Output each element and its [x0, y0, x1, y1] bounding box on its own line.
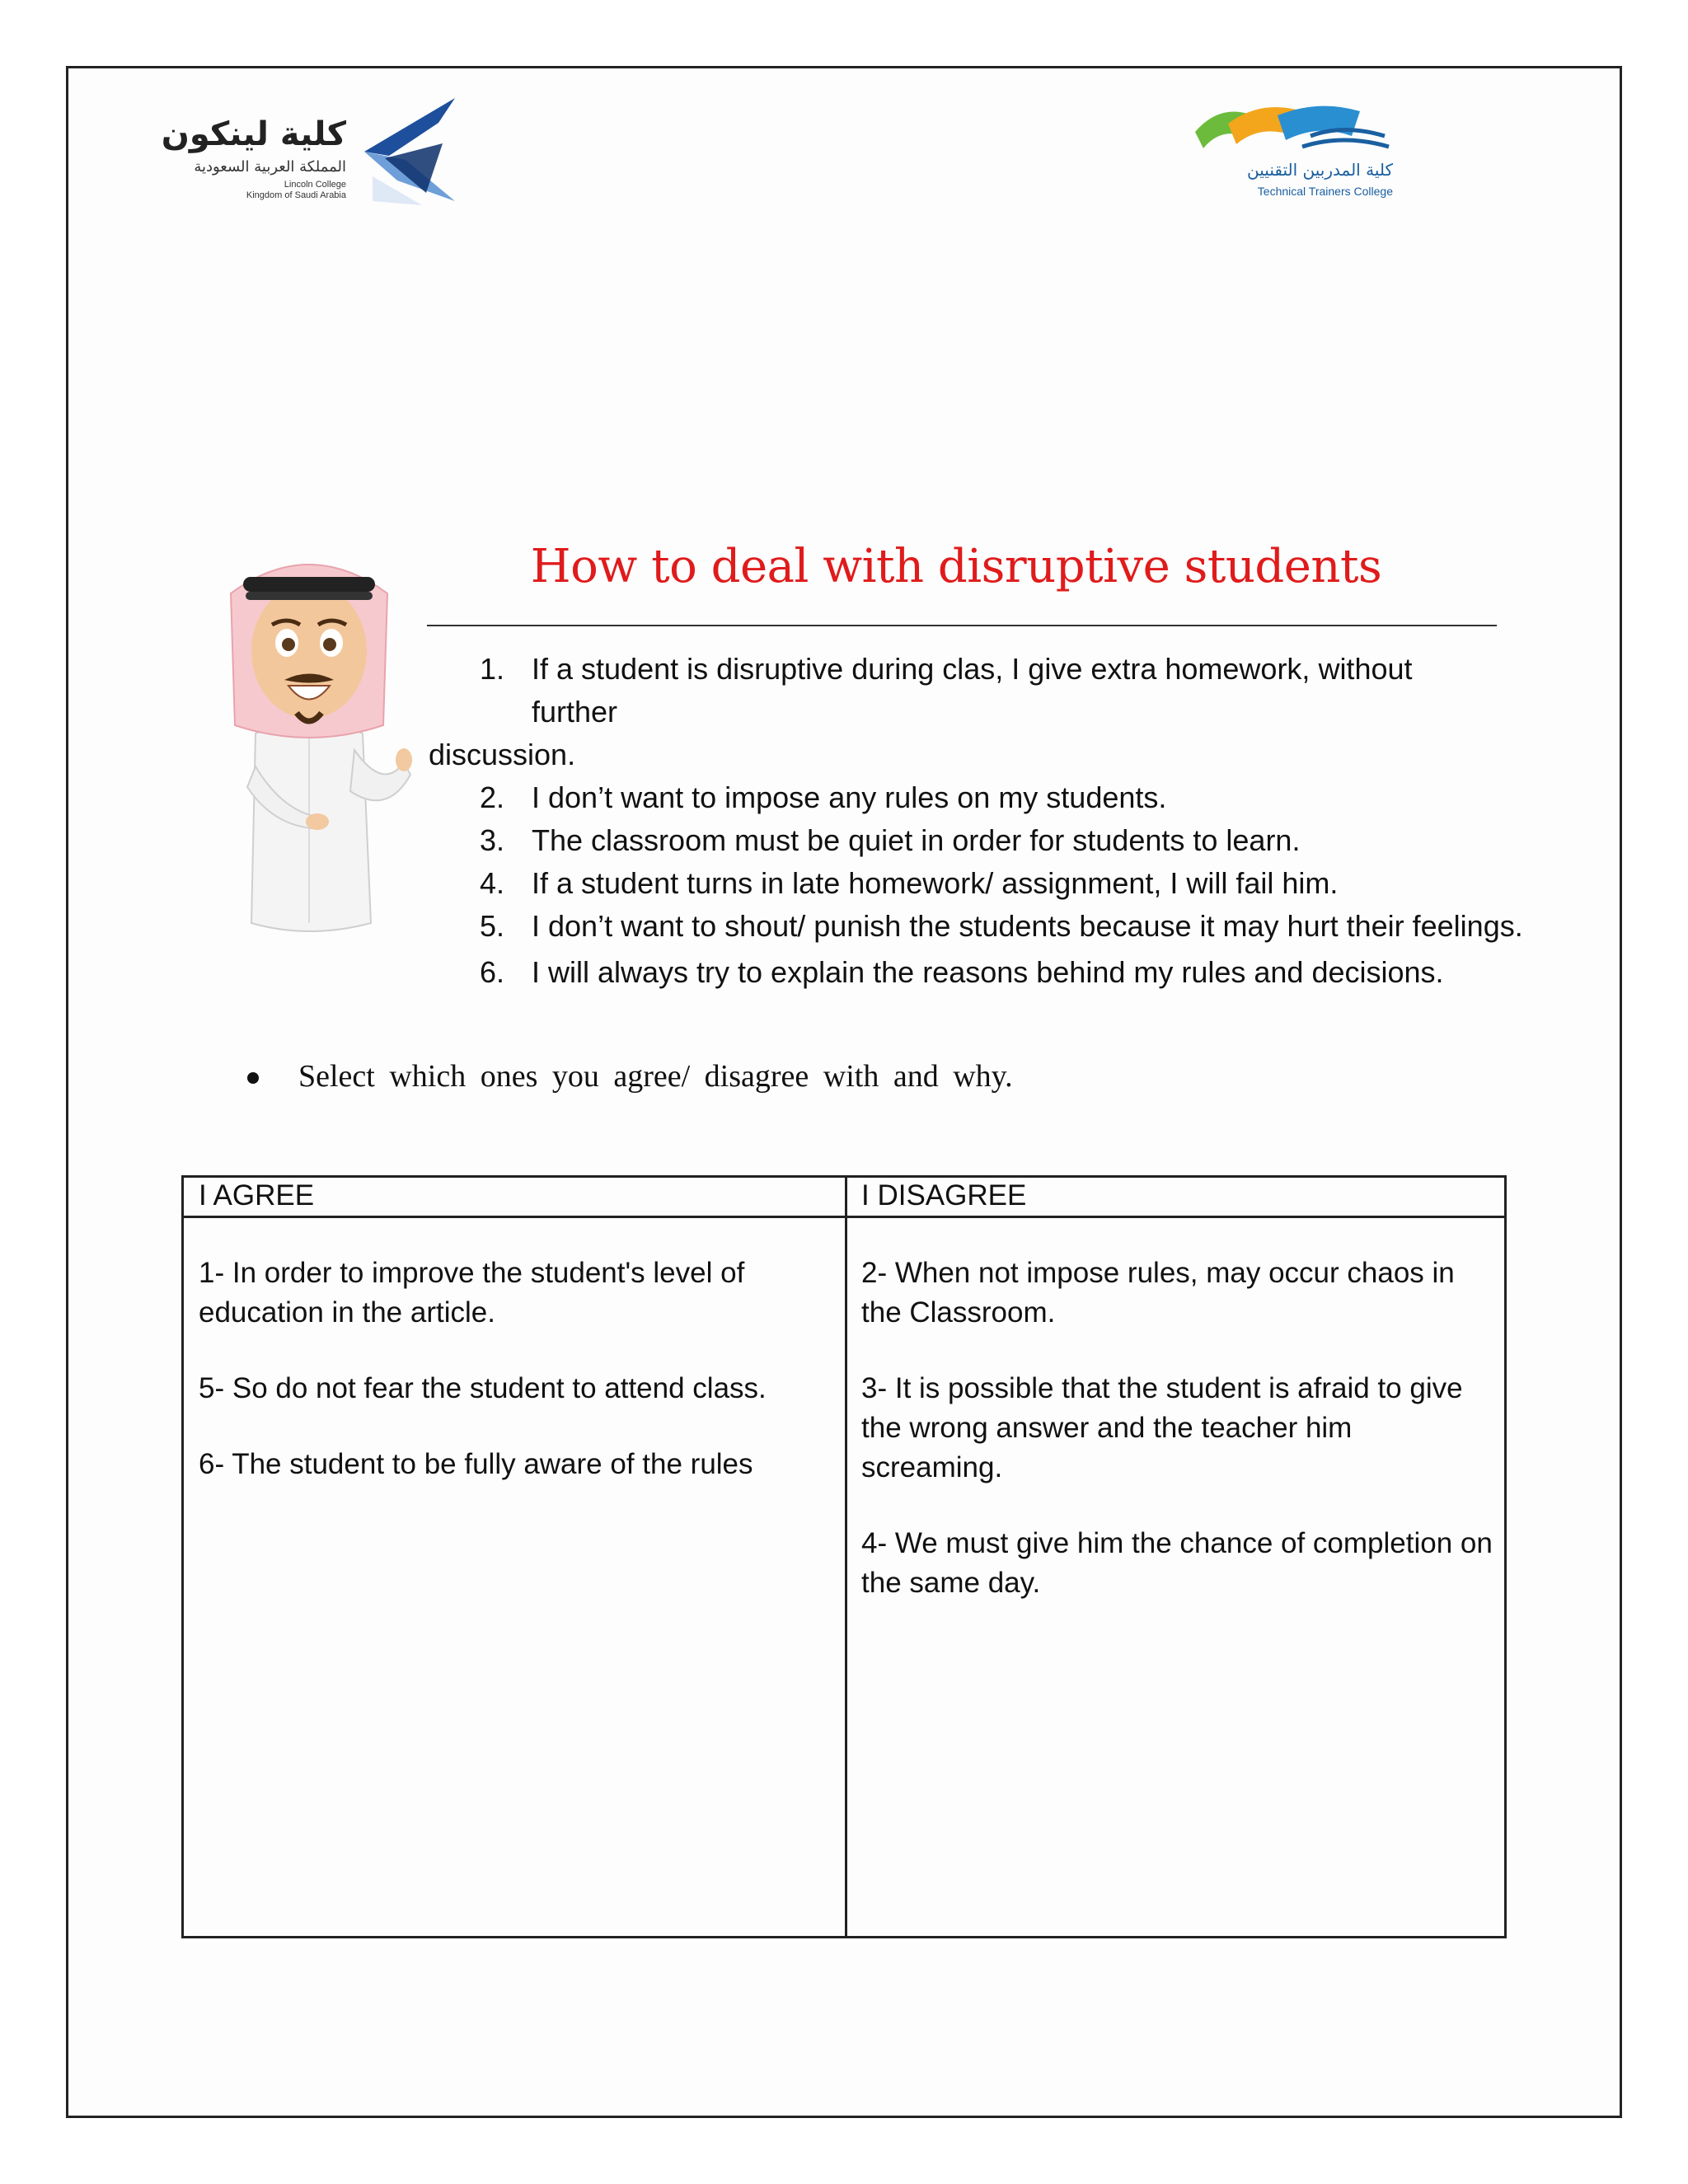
title-underline	[427, 625, 1497, 626]
statement-number: 1.	[480, 652, 505, 686]
ttc-english-title: Technical Trainers College	[1257, 185, 1393, 198]
logo-english-line1: Lincoln College	[284, 180, 346, 190]
statement-number: 6.	[480, 955, 505, 989]
statement-item	[429, 648, 1500, 776]
statement-text: The classroom must be quiet in order for students to learn.	[532, 823, 1301, 857]
table-column-divider	[845, 1178, 847, 1936]
statement-item	[429, 862, 1500, 905]
agree-item: 6- The student to be fully aware of the rules	[199, 1448, 753, 1480]
ttc-arabic-title: كلية المدربين التقنيين	[1247, 160, 1393, 180]
disagree-item: 3- It is possible that the student is afraid to give the wrong answer and the teacher him screaming.	[861, 1372, 1463, 1483]
page-title: How to deal with disruptive students	[530, 540, 1382, 593]
teacher-character-illustration-icon	[206, 544, 412, 940]
statement-text-continued: discussion.	[429, 738, 576, 771]
agree-disagree-table	[181, 1175, 1507, 1938]
disagree-column-cell[interactable]	[861, 1254, 1496, 1639]
statement-text: I don’t want to impose any rules on my students.	[532, 780, 1167, 814]
agree-column-header: I AGREE	[199, 1179, 315, 1212]
statement-item	[429, 776, 1500, 819]
agree-column-cell[interactable]	[199, 1254, 833, 1521]
logo-english-text	[214, 180, 346, 201]
agree-item: 1- In order to improve the student's level of education in the article.	[199, 1257, 745, 1329]
instruction-text: Select which ones you agree/ disagree with and why.	[298, 1059, 1013, 1094]
disagree-item: 2- When not impose rules, may occur chaos in the Classroom.	[861, 1257, 1455, 1329]
disagree-item: 4- We must give him the chance of completion on the same day.	[861, 1527, 1493, 1599]
statement-text: If a student turns in late homework/ assignment, I will fail him.	[532, 866, 1339, 900]
statement-number: 2.	[480, 780, 505, 814]
statement-number: 5.	[480, 909, 505, 943]
logo-english-line2: Kingdom of Saudi Arabia	[246, 190, 346, 200]
statement-text: If a student is disruptive during clas, I give extra homework, without further	[532, 652, 1413, 729]
logo-arabic-subtitle: المملكة العربية السعودية	[194, 158, 346, 176]
statement-text: I will always try to explain the reasons behind my rules and decisions.	[532, 955, 1444, 989]
statement-item	[429, 951, 1500, 994]
technical-trainers-college-logo	[1187, 99, 1401, 214]
statement-number: 3.	[480, 823, 505, 857]
table-header-divider	[184, 1216, 1504, 1218]
ttc-logo-mark-icon	[1187, 99, 1393, 161]
statement-number: 4.	[480, 866, 505, 900]
statements-list	[429, 648, 1523, 994]
bullet-icon	[247, 1072, 259, 1084]
statement-text: I don’t want to shout/ punish the students because it may hurt their feelings.	[532, 909, 1523, 943]
logo-arabic-title: كلية لينكون	[161, 115, 346, 153]
lincoln-logo-mark-icon	[348, 94, 471, 209]
statement-item	[429, 819, 1500, 862]
agree-item: 5- So do not fear the student to attend class.	[199, 1372, 767, 1404]
lincoln-college-logo	[124, 82, 470, 223]
statement-item	[429, 905, 1523, 948]
disagree-column-header: I DISAGREE	[861, 1179, 1027, 1212]
